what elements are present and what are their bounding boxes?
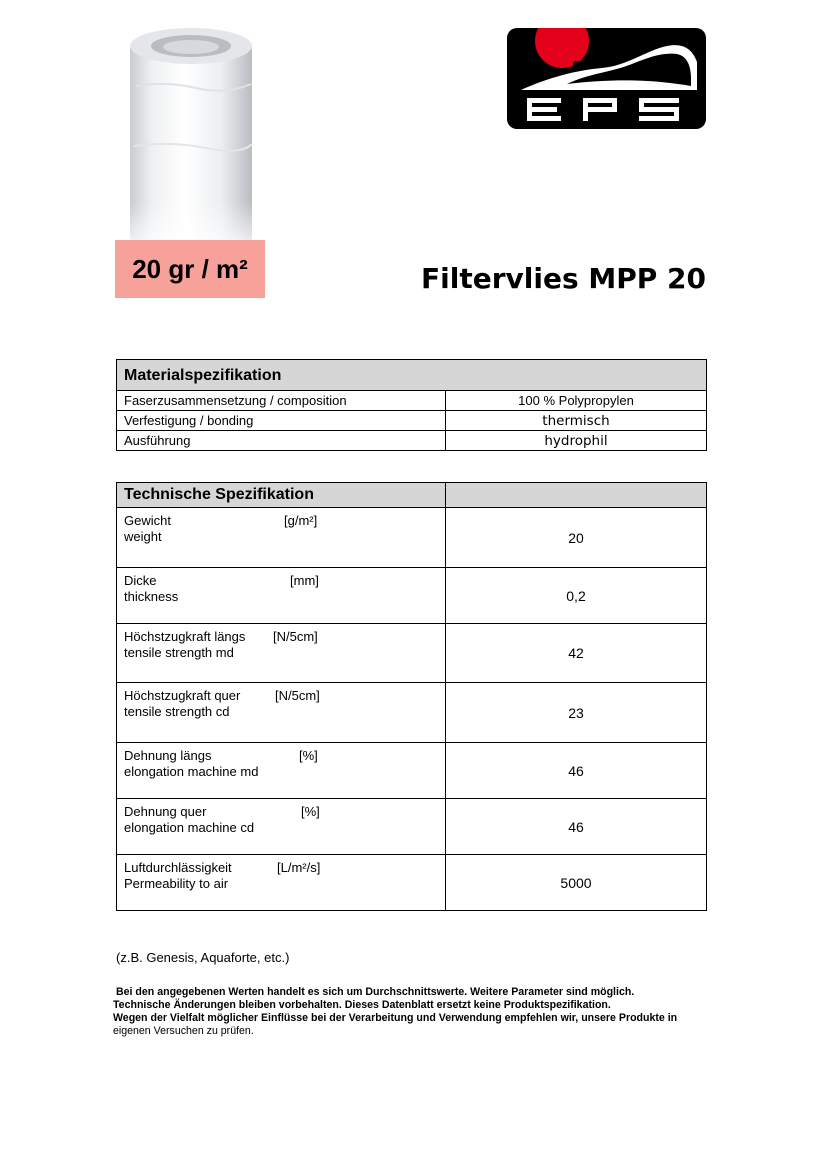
table-row bbox=[117, 624, 707, 683]
row-label: Ausführung bbox=[117, 431, 446, 451]
disclaimer-line: eigenen Versuchen zu prüfen. bbox=[113, 1025, 254, 1037]
unit-label: [g/m²] bbox=[284, 513, 318, 528]
table-row bbox=[117, 411, 707, 431]
label-german: Gewicht bbox=[124, 513, 171, 528]
label-german: Dehnung quer bbox=[124, 804, 207, 819]
row-label bbox=[117, 743, 446, 799]
row-label bbox=[117, 568, 446, 624]
row-value: 23 bbox=[446, 683, 707, 743]
row-label bbox=[117, 624, 446, 683]
filter-roll-image bbox=[126, 26, 256, 241]
table-row bbox=[117, 799, 707, 855]
technical-spec-heading: Technische Spezifikation bbox=[117, 483, 446, 508]
row-value: 100 % Polypropylen bbox=[446, 391, 707, 411]
unit-label: [N/5cm] bbox=[273, 629, 318, 644]
table-row bbox=[117, 508, 707, 568]
label-english: weight bbox=[124, 529, 162, 544]
table-row bbox=[117, 683, 707, 743]
table-row bbox=[117, 568, 707, 624]
row-label bbox=[117, 799, 446, 855]
label-english: elongation machine cd bbox=[124, 820, 255, 835]
unit-label: [%] bbox=[299, 748, 318, 763]
disclaimer-line: Technische Änderungen bleiben vorbehalten. Dieses Datenblatt ersetzt keine Produktspezifikation. bbox=[113, 999, 611, 1011]
row-value: 42 bbox=[446, 624, 707, 683]
row-value: 20 bbox=[446, 508, 707, 568]
disclaimer bbox=[113, 986, 723, 1038]
row-label: Faserzusammensetzung / composition bbox=[117, 391, 446, 411]
disclaimer-line: Wegen der Vielfalt möglicher Einflüsse bei der Verarbeitung und Verwendung empfehlen wir, unsere Produkte in bbox=[113, 1012, 678, 1024]
technical-spec-table bbox=[116, 482, 707, 911]
unit-label: [N/5cm] bbox=[275, 688, 320, 703]
label-english: Permeability to air bbox=[124, 876, 229, 891]
label-english: elongation machine md bbox=[124, 764, 259, 779]
table-row bbox=[117, 743, 707, 799]
row-value: thermisch bbox=[446, 411, 707, 431]
row-value: hydrophil bbox=[446, 431, 707, 451]
table-row bbox=[117, 431, 707, 451]
row-value: 46 bbox=[446, 799, 707, 855]
row-value: 0,2 bbox=[446, 568, 707, 624]
table-row bbox=[117, 391, 707, 411]
row-value: 5000 bbox=[446, 855, 707, 911]
example-note: (z.B. Genesis, Aquaforte, etc.) bbox=[116, 950, 290, 965]
eps-logo bbox=[507, 28, 706, 129]
unit-label: [mm] bbox=[290, 573, 319, 588]
label-english: thickness bbox=[124, 589, 179, 604]
row-label bbox=[117, 508, 446, 568]
weight-badge: 20 gr / m² bbox=[115, 240, 265, 298]
unit-label: [L/m²/s] bbox=[277, 860, 321, 875]
row-label: Verfestigung / bonding bbox=[117, 411, 446, 431]
label-german: Dicke bbox=[124, 573, 157, 588]
label-english: tensile strength md bbox=[124, 645, 234, 660]
disclaimer-line: Bei den angegebenen Werten handelt es sich um Durchschnittswerte. Weitere Parameter sind möglich. bbox=[116, 986, 635, 998]
label-german: Luftdurchlässigkeit bbox=[124, 860, 232, 875]
row-label bbox=[117, 855, 446, 911]
material-spec-heading: Materialspezifikation bbox=[117, 360, 707, 391]
label-german: Höchstzugkraft quer bbox=[124, 688, 241, 703]
unit-label: [%] bbox=[301, 804, 320, 819]
row-label bbox=[117, 683, 446, 743]
material-spec-table bbox=[116, 359, 707, 451]
technical-spec-heading-blank bbox=[446, 483, 707, 508]
document-title: Filtervlies MPP 20 bbox=[421, 262, 706, 295]
label-german: Dehnung längs bbox=[124, 748, 212, 763]
label-german: Höchstzugkraft längs bbox=[124, 629, 246, 644]
row-value: 46 bbox=[446, 743, 707, 799]
label-english: tensile strength cd bbox=[124, 704, 230, 719]
table-row bbox=[117, 855, 707, 911]
